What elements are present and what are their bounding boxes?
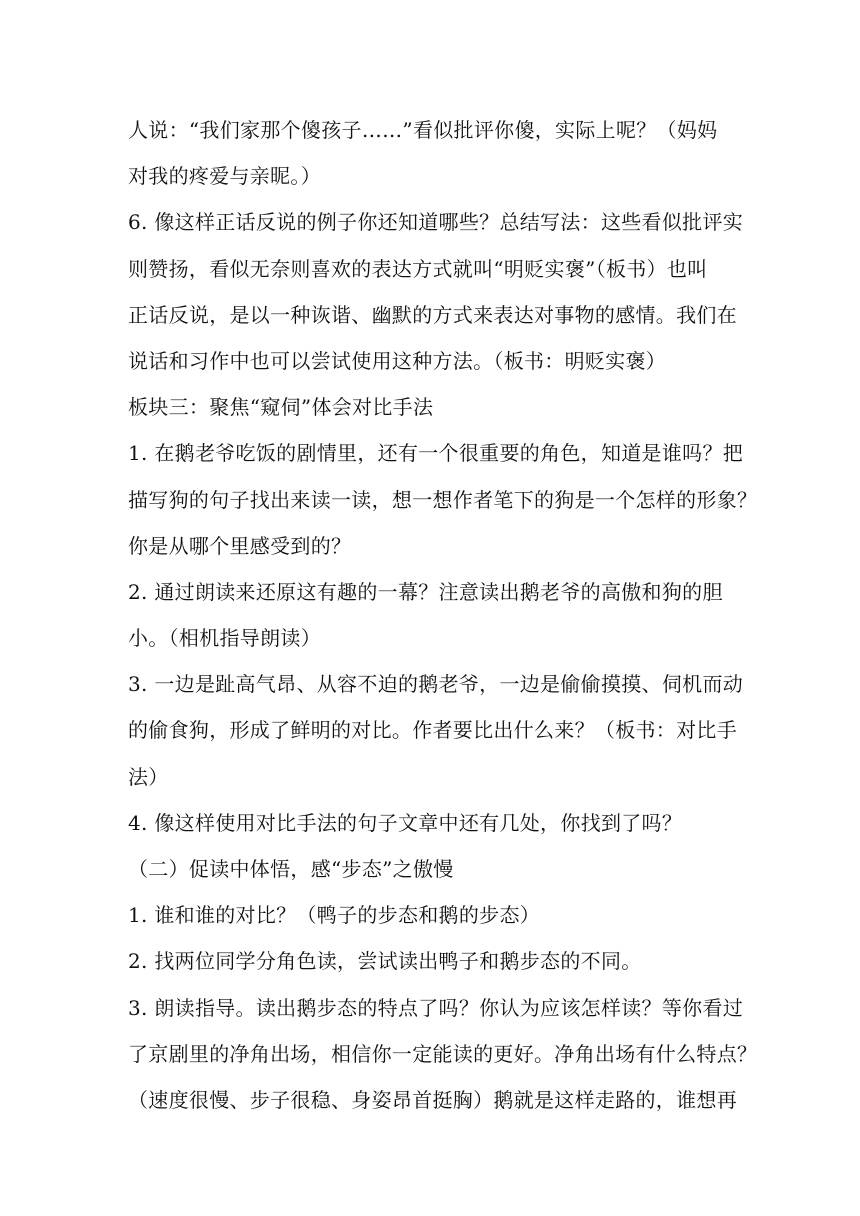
text-line: 3. 朗读指导。读出鹅步态的特点了吗？你认为应该怎样读？等你看过 [128, 995, 744, 1020]
section-heading: （二）促读中体悟，感“步态”之傲慢 [128, 857, 454, 881]
text-line: 正话反说，是以一种诙谐、幽默的方式来表达对事物的感情。我们在 [128, 302, 737, 327]
text-line: 描写狗的句子找出来读一读，想一想作者笔下的狗是一个怎样的形象？ [128, 487, 758, 512]
text-line: 3. 一边是趾高气昂、从容不迫的鹅老爷，一边是偷偷摸摸、伺机而动 [128, 672, 744, 697]
text-line: 6. 像这样正话反说的例子你还知道哪些？总结写法：这些看似批评实 [128, 210, 744, 235]
text-line: 1. 在鹅老爷吃饭的剧情里，还有一个很重要的角色，知道是谁吗？把 [128, 441, 744, 466]
text-line: 法） [128, 764, 169, 789]
text-line: 2. 找两位同学分角色读，尝试读出鸭子和鹅步态的不同。 [128, 949, 642, 974]
text-line: 的偷食狗，形成了鲜明的对比。作者要比出什么来？（板书：对比手 [128, 718, 737, 743]
text-line: 1. 谁和谁的对比？（鸭子的步态和鹅的步态） [128, 903, 541, 928]
text-line: 小。（相机指导朗读） [128, 626, 321, 651]
document-body [128, 110, 758, 1126]
text-line: 4. 像这样使用对比手法的句子文章中还有几处，你找到了吗？ [128, 810, 683, 835]
section-heading: 板块三：聚焦“窥伺”体会对比手法 [128, 395, 434, 420]
text-line: 2. 通过朗读来还原这有趣的一幕？注意读出鹅老爷的高傲和狗的胆 [128, 579, 723, 604]
text-line: 说话和习作中也可以尝试使用这种方法。（板书：明贬实褒） [128, 348, 667, 373]
text-line: 人说：“我们家那个傻孩子……”看似批评你傻，实际上呢？（妈妈 [128, 118, 718, 142]
text-line: 你是从哪个里感受到的？ [128, 533, 352, 558]
text-line: 则赞扬，看似无奈则喜欢的表达方式就叫“明贬实褒”（板书）也叫 [128, 256, 708, 281]
text-line: 了京剧里的净角出场，相信你一定能读的更好。净角出场有什么特点？ [128, 1041, 758, 1066]
text-line: （速度很慢、步子很稳、身姿昂首挺胸）鹅就是这样走路的，谁想再 [128, 1087, 737, 1112]
text-line: 对我的疼爱与亲昵。） [128, 164, 321, 189]
